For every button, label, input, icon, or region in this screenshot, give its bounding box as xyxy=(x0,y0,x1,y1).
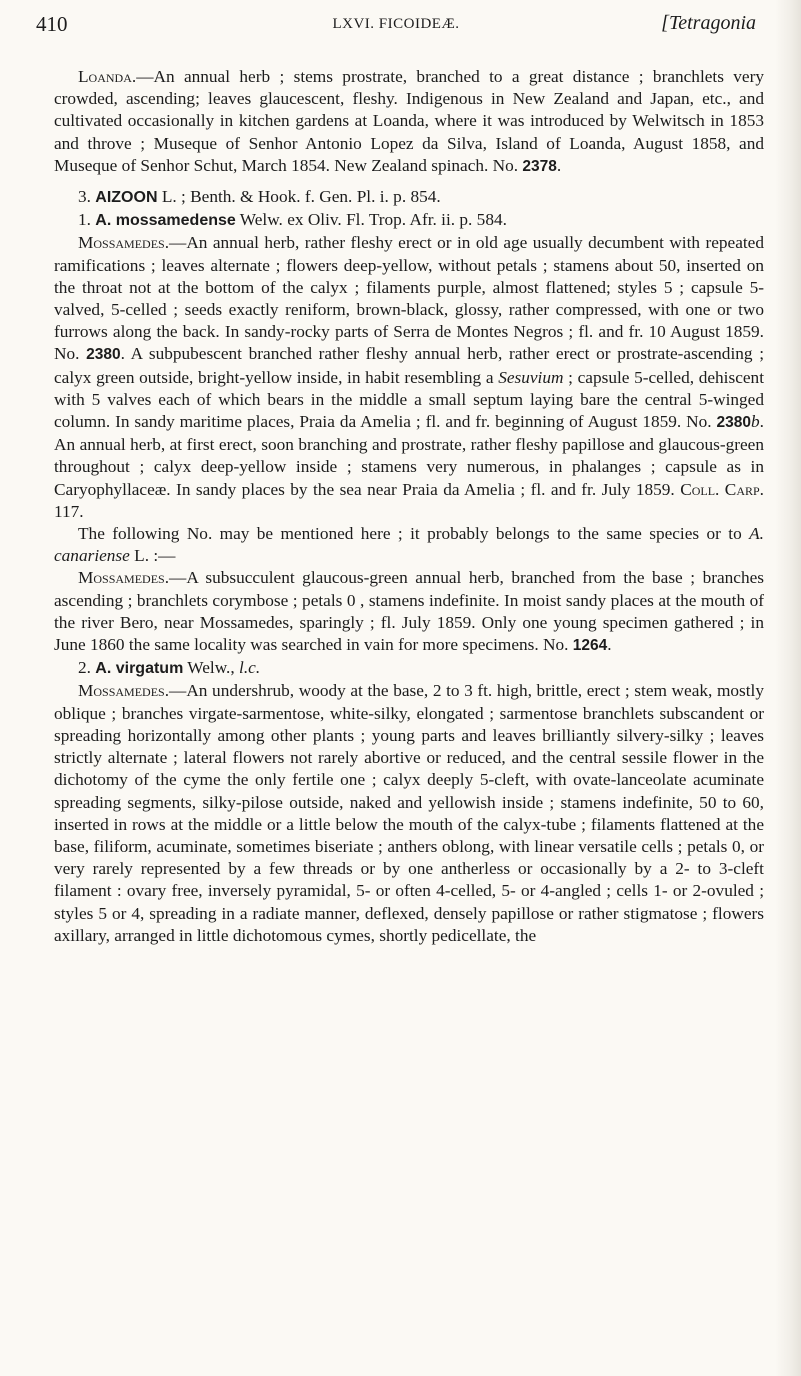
locality-label: Loanda. xyxy=(78,67,137,86)
collection-label: Coll. Carp. xyxy=(680,479,764,499)
specimen-number: 1264 xyxy=(572,637,608,655)
genus-name: AIZOON xyxy=(95,189,158,207)
page-number: 410 xyxy=(36,12,68,36)
genus-heading: 3. AIZOON L. ; Benth. & Hook. f. Gen. Pl. i. p. 854. xyxy=(78,187,441,207)
paragraph-mossamedes-1: Mossamedes.—An annual herb, rather fleshy erect or in old age usually decumbent with repeated ramifications ; leaves alternate ; flowers deep-yellow, without petals ; stamens about 50, inserted on the throat not at the bottom of the calyx ; filaments purple, almost flattened; styles 5 ; capsule 5-valved, 5-celled ; seeds exactly reniform, brown-black, glossy, rather compressed, with one or two furrows along the back. In sandy-rocky parts of Serra de Montes Negros ; fl. and fr. 10 August 1859. No. 2380. A subpubescent branched rather fleshy annual herb, rather erect or prostrate-ascending ; calyx green outside, bright-yellow inside, in habit resembling a Sesuvium ; capsule 5-celled, dehiscent with 5 valves each of which bears in the middle a small septum laying bare the central 5-winged column. In sandy maritime places, Praia da Amelia ; fl. and fr. beginning of August 1859. No. 2380b. An annual herb, at first erect, soon branching and prostrate, rather fleshy papillose and glaucous-green throughout ; calyx deep-yellow inside ; stamens very numerous, in phalanges ; capsule as in Caryophyllaceæ. In sandy places by the sea near Praia da Amelia ; fl. and fr. July 1859. Coll. Carp. 117. xyxy=(54,233,765,521)
species-heading-2: 2. A. virgatum Welw., l.c. xyxy=(78,658,261,678)
species-heading-1: 1. A. mossamedense Welw. ex Oliv. Fl. Trop. Afr. ii. p. 584. xyxy=(78,210,507,230)
paragraph-following: The following No. may be mentioned here ; it probably belongs to the same species or to A. canariense L. :— xyxy=(54,524,764,566)
paragraph-loanda: Loanda.—An annual herb ; stems prostrate, branched to a great distance ; branchlets very crowded, ascending; leaves glaucescent, fleshy. Indigenous in New Zealand and Japan, etc., and cultivated occasionally in kitchen gardens at Loanda, where it was introduced by Welwitsch in 1853 and throve ; Museque of Senhor Antonio Lopez da Silva, Island of Loanda, August 1858, and Museque of Senhor Schut, March 1854. New Zealand spinach. No. 2378. xyxy=(54,67,764,175)
specimen-number: 2380 xyxy=(86,346,121,364)
taxon-italic: A. canariense xyxy=(54,524,764,566)
page-body xyxy=(54,66,764,947)
paragraph-mossamedes-2: Mossamedes.—A subsucculent glaucous-green annual herb, branched from the base ; branches ascending ; branchlets corymbose ; petals 0 , stamens indefinite. In moist sandy places at the mouth of the river Bero, near Mossamedes, sparingly ; fl. July 1859. Only one young specimen gathered ; in June 1860 the same locality was searched in vain for more specimens. No. 1264. xyxy=(54,568,764,655)
page-header xyxy=(36,12,756,40)
page-gutter-shadow xyxy=(775,0,801,1376)
genus-header: [Tetragonia xyxy=(661,12,756,34)
taxon-italic: Sesuvium xyxy=(498,367,564,387)
paragraph-mossamedes-3: Mossamedes.—An undershrub, woody at the base, 2 to 3 ft. high, brittle, erect ; stem weak, mostly oblique ; branches virgate-sarmentose, white-silky, elongated ; sarmentose branchlets subscandent or spreading horizontally among other plants ; young parts and leaves brilliantly silvery-silky ; leaves strictly alternate ; lateral flowers not rarely abortive or reduced, and the central sessile flower in the dichotomy of the cyme the only fertile one ; calyx deeply 5-cleft, with ovate-lanceolate acuminate spreading segments, silky-pilose outside, naked and yellowish inside ; stamens indefinite, 50 to 60, inserted in rows at the middle or a little below the mouth of the calyx-tube ; filaments flattened at the base, filiform, acuminate, sometimes biseriate ; anthers oblong, with linear versatile cells ; petals 0, or very rarely represented by a few threads or by one antherless or occasionally by a 2- to 3-cleft filament : ovary free, inversely pyramidal, 5- or often 4-celled, 5- or 4-angled ; cells 1- or 2-ovuled ; styles 5 or 4, spreading in a radiate manner, deflexed, densely papillose or rather stigmatose ; flowers axillary, arranged in little dichotomous cymes, shortly pedicellate, the xyxy=(54,681,764,945)
locality-label: Mossamedes. xyxy=(78,233,170,253)
species-name: A. virgatum xyxy=(95,660,184,678)
specimen-number: 2380 xyxy=(716,414,752,432)
species-name: A. mossamedense xyxy=(95,212,236,230)
locality-label: Mossamedes. xyxy=(78,568,170,588)
running-title: LXVI. FICOIDEÆ. xyxy=(332,16,460,32)
specimen-number: 2378 xyxy=(522,157,557,175)
locality-label: Mossamedes. xyxy=(78,681,170,701)
